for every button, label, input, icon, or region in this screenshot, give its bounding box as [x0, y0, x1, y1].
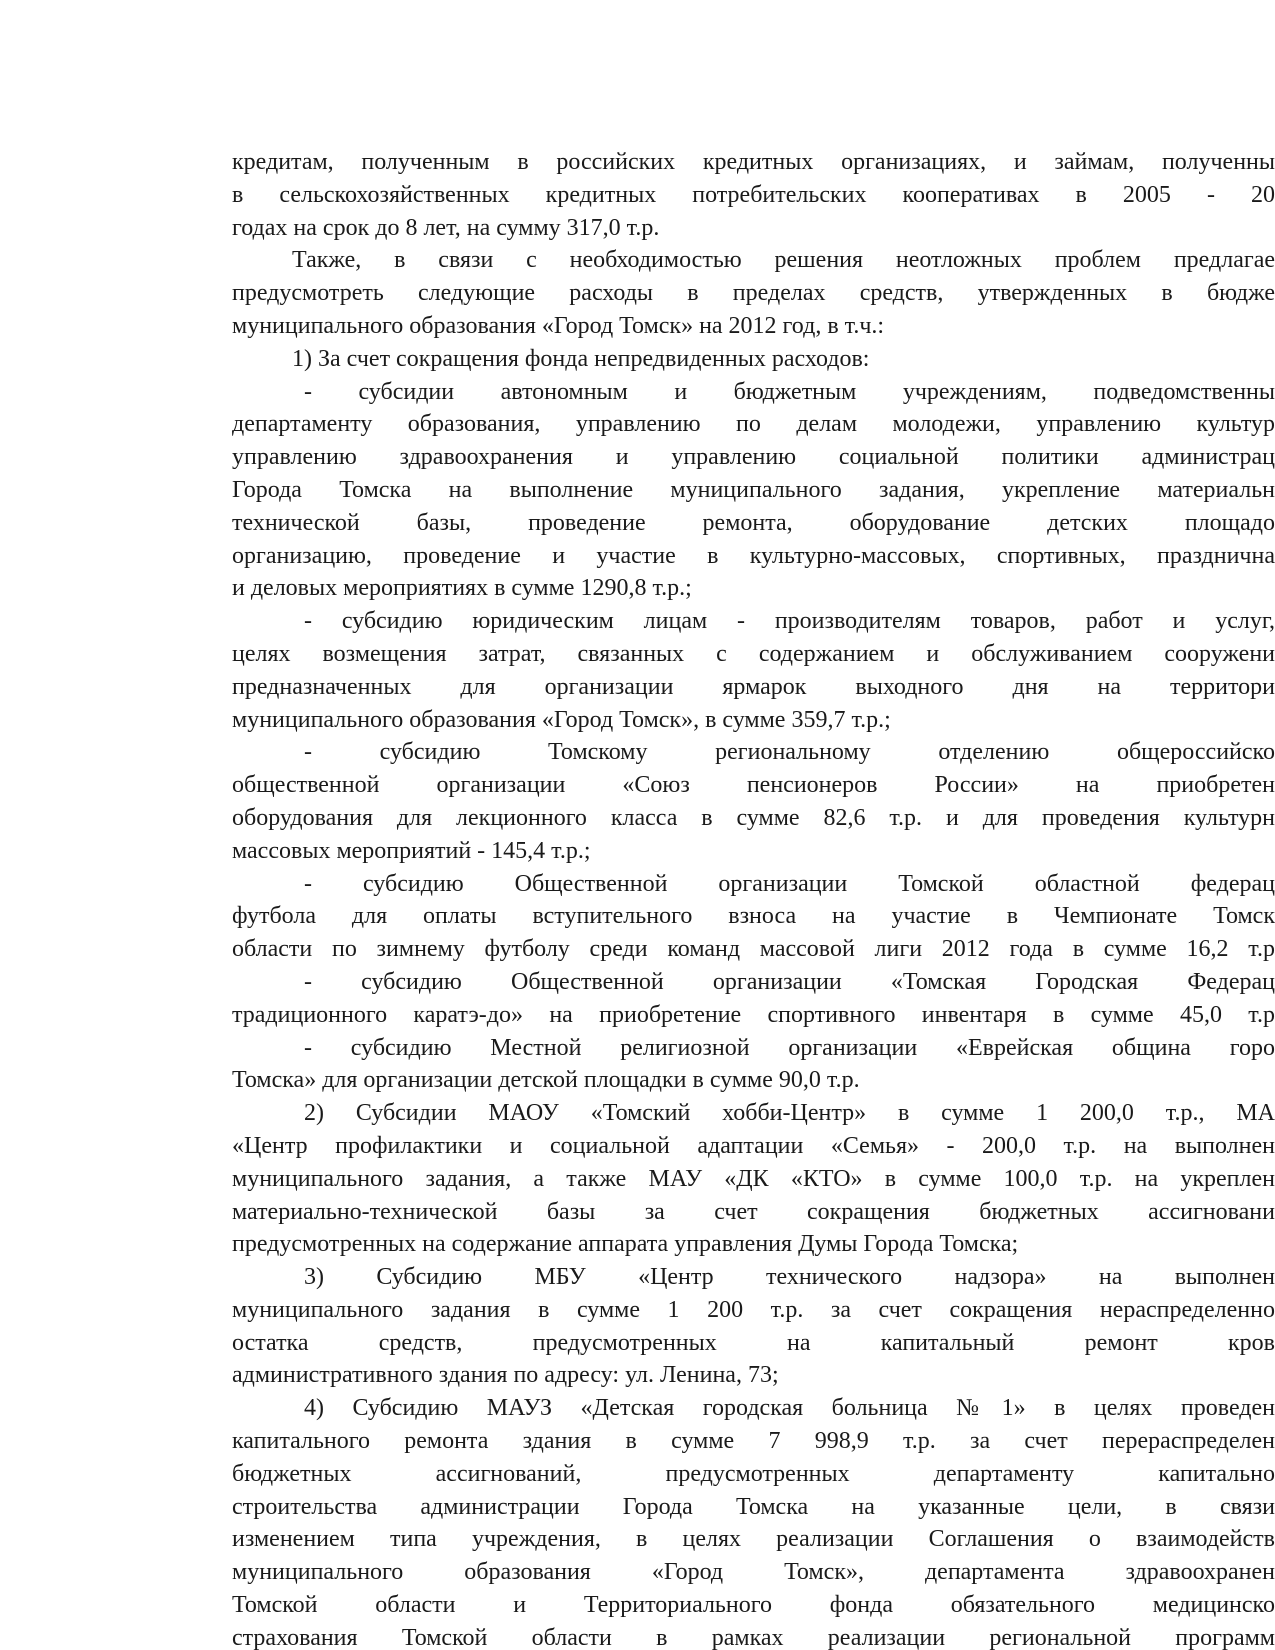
paragraph-first-line: - субсидию Общественной организации «Томская Городская Федерац — [304, 968, 1275, 995]
text-line: футбола для оплаты вступительного взноса на участие в Чемпионате Томск — [232, 903, 1275, 930]
text-line: в сельскохозяйственных кредитных потребительских кооперативах в 2005 - 20 — [232, 181, 1275, 208]
document-body — [232, 146, 1275, 1650]
text-line: Города Томска на выполнение муниципального задания, укрепление материальн — [232, 476, 1275, 503]
text-line: управлению здравоохранения и управлению социальной политики администрац — [232, 444, 1275, 471]
paragraph-first-line: - субсидию Общественной организации Томской областной федерац — [304, 870, 1275, 897]
list-item-heading: 1) За счет сокращения фонда непредвиденных расходов: — [292, 345, 870, 372]
text-line: остатка средств, предусмотренных на капитальный ремонт кров — [232, 1329, 1275, 1356]
text-line: массовых мероприятий - 145,4 т.р.; — [232, 837, 591, 864]
text-line: общественной организации «Союз пенсионеров России» на приобретен — [232, 772, 1275, 799]
paragraph-first-line: - субсидию Местной религиозной организации «Еврейская община горо — [304, 1034, 1275, 1061]
text-line: технической базы, проведение ремонта, оборудование детских площадо — [232, 509, 1275, 536]
text-line: кредитам, полученным в российских кредитных организациях, и займам, полученны — [232, 149, 1275, 175]
text-line: изменением типа учреждения, в целях реализации Соглашения о взаимодейств — [232, 1526, 1275, 1553]
text-line: муниципального образования «Город Томск» на 2012 год, в т.ч.: — [232, 312, 885, 339]
text-line: «Центр профилактики и социальной адаптации «Семья» - 200,0 т.р. на выполнен — [232, 1132, 1275, 1159]
text-line: муниципального образования «Город Томск», департамента здравоохранен — [232, 1559, 1275, 1586]
text-line: муниципального задания в сумме 1 200 т.р. за счет сокращения нераспределенно — [232, 1296, 1275, 1323]
text-line: Томской области и Территориального фонда обязательного медицинско — [232, 1592, 1275, 1619]
text-line: строительства администрации Города Томска на указанные цели, в связи — [232, 1493, 1275, 1520]
text-line: страхования Томской области в рамках реализации региональной программ — [232, 1624, 1275, 1650]
text-line: административного здания по адресу: ул. Ленина, 73; — [232, 1362, 779, 1389]
paragraph-first-line: Также, в связи с необходимостью решения неотложных проблем предлагае — [292, 247, 1275, 274]
text-line: предусмотреть следующие расходы в пределах средств, утвержденных в бюдже — [232, 280, 1275, 307]
paragraph-first-line: 3) Субсидию МБУ «Центр технического надзора» на выполнен — [304, 1264, 1275, 1291]
text-line: оборудования для лекционного класса в сумме 82,6 т.р. и для проведения культурн — [232, 804, 1275, 831]
text-line: организацию, проведение и участие в культурно-массовых, спортивных, празднична — [232, 542, 1275, 569]
text-line: Томска» для организации детской площадки в сумме 90,0 т.р. — [232, 1067, 860, 1094]
text-line: области по зимнему футболу среди команд массовой лиги 2012 года в сумме 16,2 т.р — [232, 936, 1275, 963]
text-line: капитального ремонта здания в сумме 7 998,9 т.р. за счет перераспределен — [232, 1428, 1275, 1455]
text-line: бюджетных ассигнований, предусмотренных департаменту капитально — [232, 1460, 1275, 1487]
paragraph-first-line: - субсидию юридическим лицам - производителям товаров, работ и услуг, — [304, 608, 1275, 635]
text-line: традиционного каратэ-до» на приобретение спортивного инвентаря в сумме 45,0 т.р — [232, 1001, 1275, 1028]
paragraph-first-line: - субсидию Томскому региональному отделению общероссийско — [304, 739, 1275, 766]
paragraph-first-line: 4) Субсидию МАУЗ «Детская городская больница №1» в целях проведен — [304, 1395, 1275, 1422]
paragraph-first-line: - субсидии автономным и бюджетным учреждениям, подведомственны — [304, 378, 1275, 405]
text-line: и деловых мероприятиях в сумме 1290,8 т.р.; — [232, 575, 692, 602]
text-line: муниципального задания, а также МАУ «ДК «КТО» в сумме 100,0 т.р. на укреплен — [232, 1165, 1275, 1192]
paragraph-first-line: 2) Субсидии МАОУ «Томский хобби-Центр» в сумме 1 200,0 т.р., МА — [304, 1100, 1275, 1127]
text-line: муниципального образования «Город Томск», в сумме 359,7 т.р.; — [232, 706, 891, 733]
text-line: предназначенных для организации ярмарок выходного дня на территори — [232, 673, 1275, 700]
text-line: целях возмещения затрат, связанных с содержанием и обслуживанием сооружени — [232, 640, 1275, 667]
text-line: материально-технической базы за счет сокращения бюджетных ассигновани — [232, 1198, 1275, 1225]
text-line: департаменту образования, управлению по делам молодежи, управлению культур — [232, 411, 1275, 438]
text-line: предусмотренных на содержание аппарата управления Думы Города Томска; — [232, 1231, 1019, 1258]
text-line: годах на срок до 8 лет, на сумму 317,0 т.р. — [232, 214, 660, 241]
